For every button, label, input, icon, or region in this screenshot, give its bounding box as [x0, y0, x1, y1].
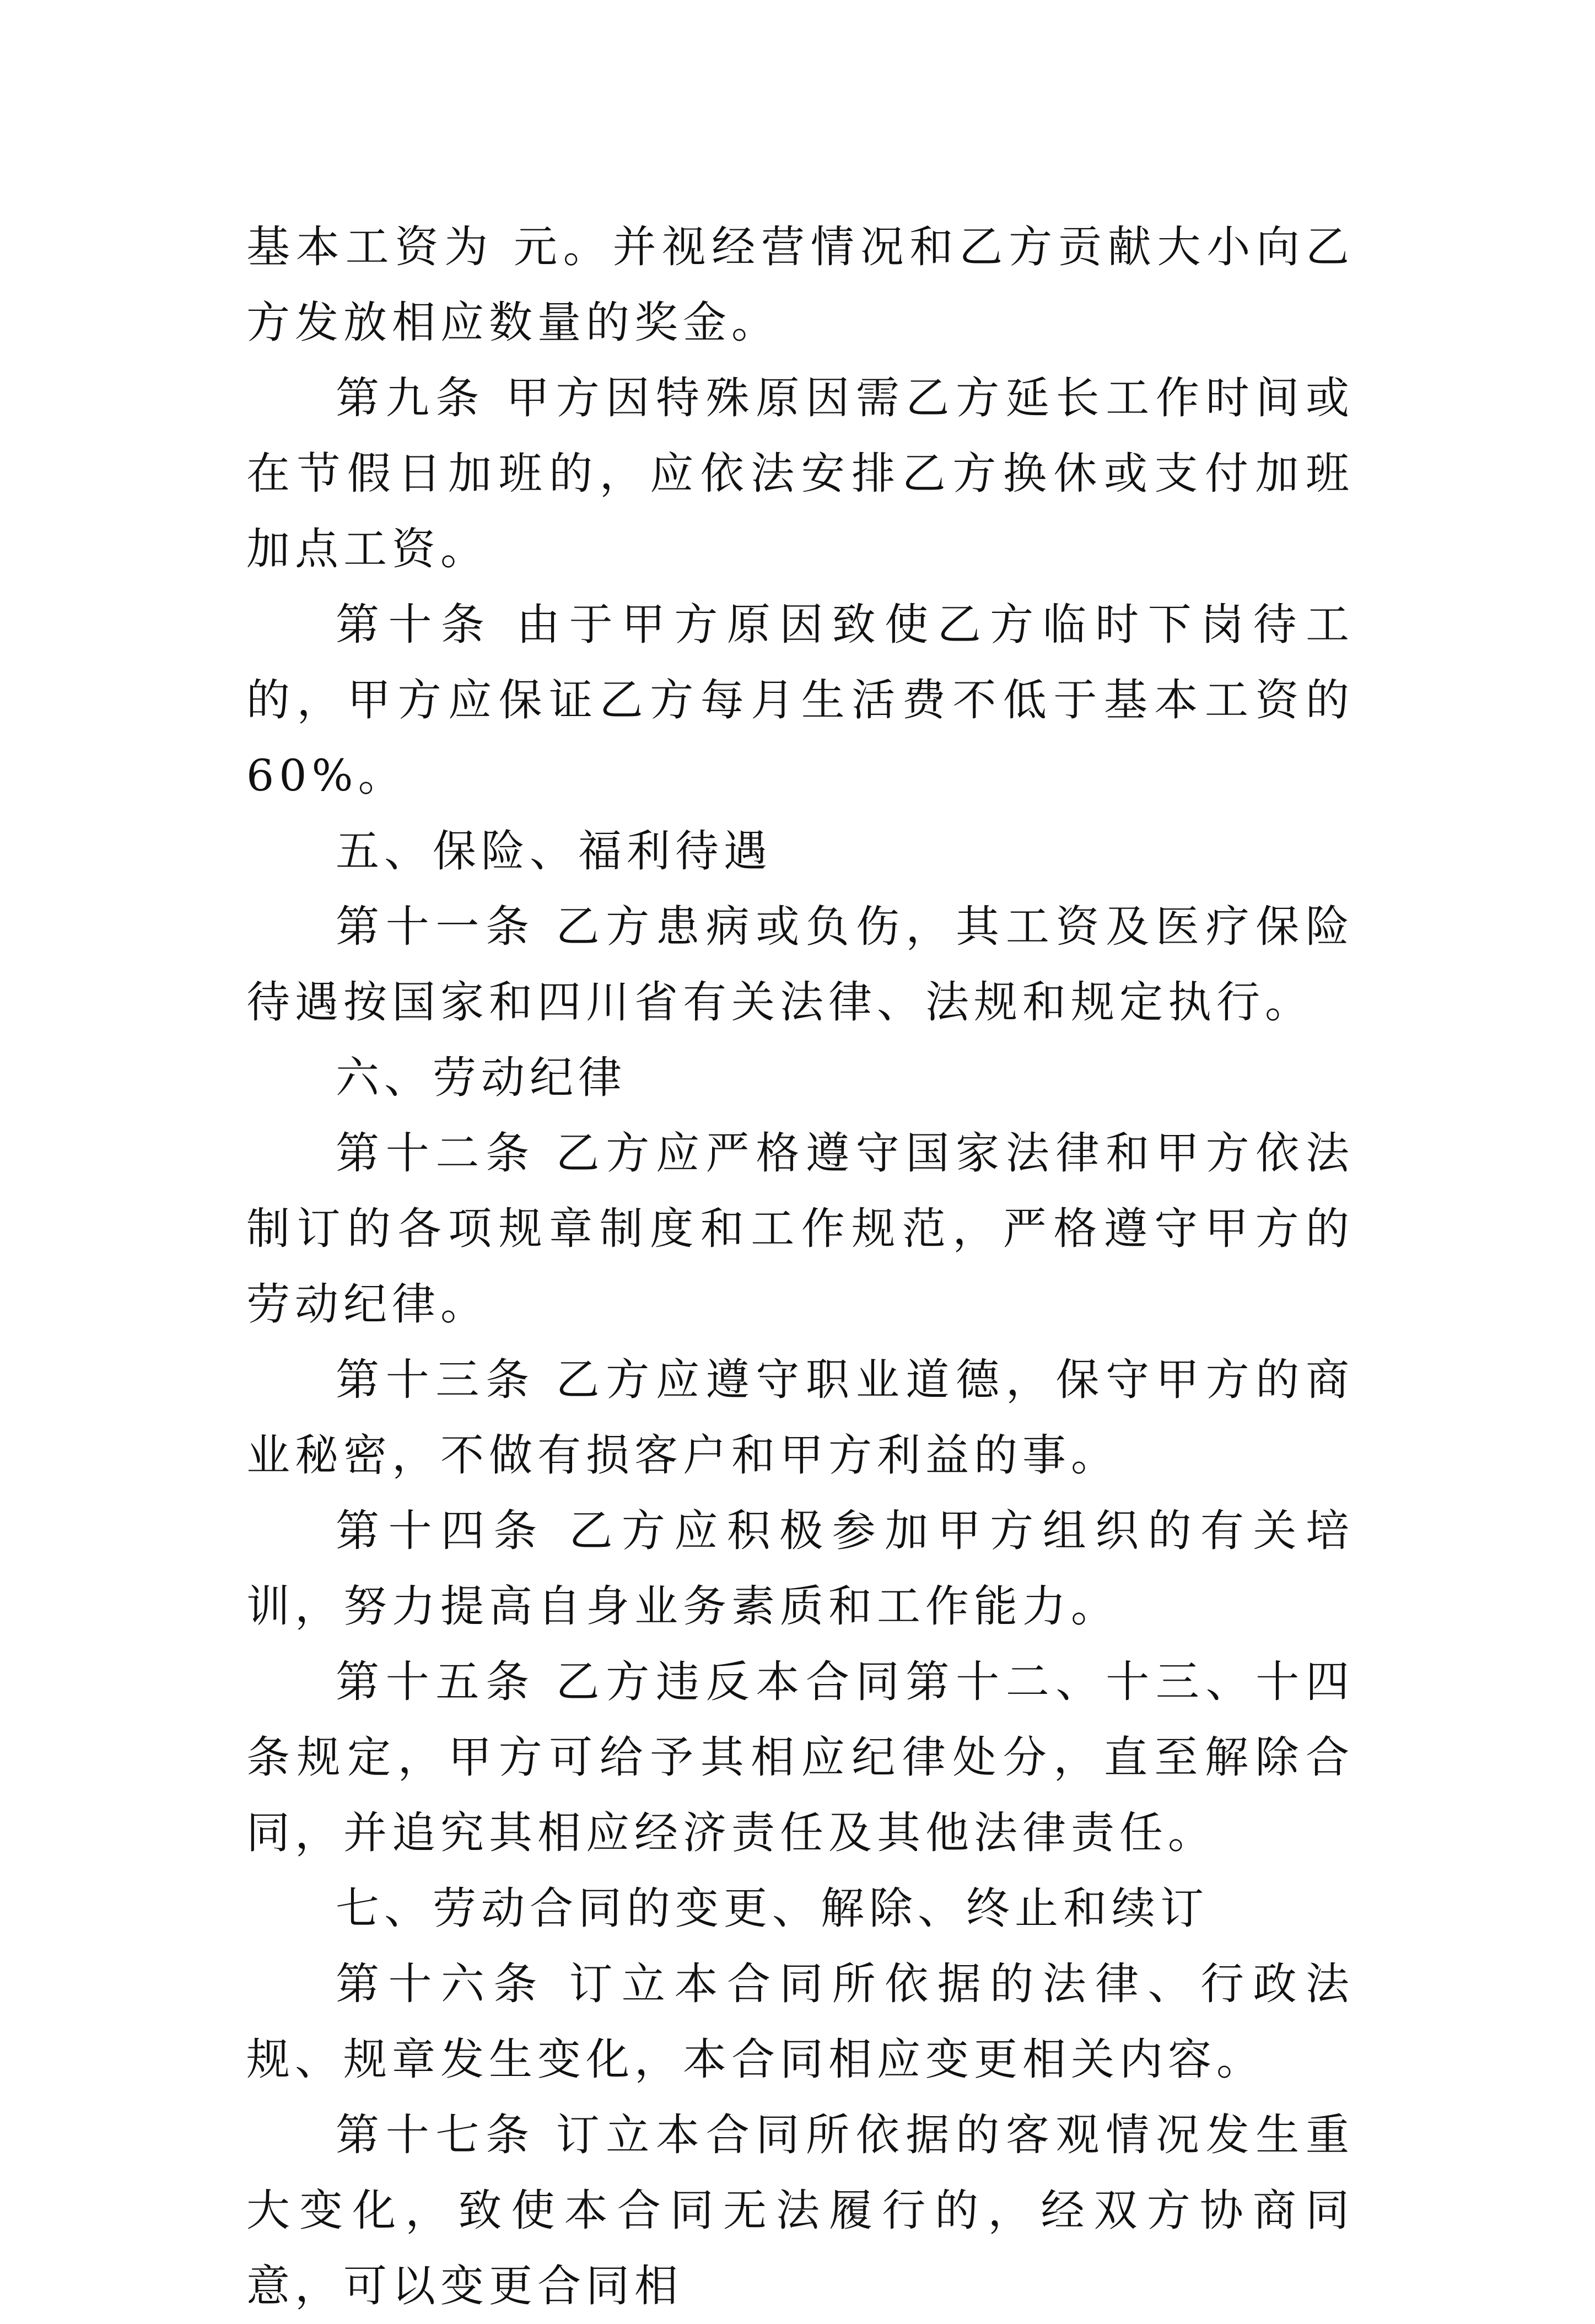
paragraph-article-15: 第十五条 乙方违反本合同第十二、十三、十四条规定，甲方可给予其相应纪律处分，直至解除合同，并追究其相应经济责任及其他法律责任。 [246, 1656, 1354, 1858]
section-heading-contract-changes: 七、劳动合同的变更、解除、终止和续订 [336, 1883, 1209, 1934]
paragraph-article-17: 第十七条 订立本合同所依据的客观情况发生重大变化，致使本合同无法履行的，经双方协商同意，可以变更合同相 [246, 2110, 1354, 2311]
document-body [246, 209, 1354, 2324]
paragraph-article-16: 第十六条 订立本合同所依据的法律、行政法规、规章发生变化，本合同相应变更相关内容。 [246, 1959, 1354, 2085]
section-heading-discipline: 六、劳动纪律 [336, 1052, 627, 1103]
paragraph-article-12: 第十二条 乙方应严格遵守国家法律和甲方依法制订的各项规章制度和工作规范，严格遵守甲方的劳动纪律。 [246, 1128, 1354, 1330]
paragraph-article-11: 第十一条 乙方患病或负伤，其工资及医疗保险待遇按国家和四川省有关法律、法规和规定执行。 [246, 901, 1354, 1027]
section-heading-insurance: 五、保险、福利待遇 [336, 826, 772, 876]
paragraph-article-9: 第九条 甲方因特殊原因需乙方延长工作时间或在节假日加班的，应依法安排乙方换休或支付加班加点工资。 [246, 373, 1354, 574]
paragraph-salary-continuation: 基本工资为 元。并视经营情况和乙方贡献大小向乙方发放相应数量的奖金。 [246, 222, 1354, 348]
paragraph-article-10: 第十条 由于甲方原因致使乙方临时下岗待工的，甲方应保证乙方每月生活费不低于基本工资的60%。 [246, 599, 1354, 801]
paragraph-article-14: 第十四条 乙方应积极参加甲方组织的有关培训，努力提高自身业务素质和工作能力。 [246, 1505, 1354, 1632]
paragraph-article-13: 第十三条 乙方应遵守职业道德，保守甲方的商业秘密，不做有损客户和甲方利益的事。 [246, 1354, 1354, 1481]
